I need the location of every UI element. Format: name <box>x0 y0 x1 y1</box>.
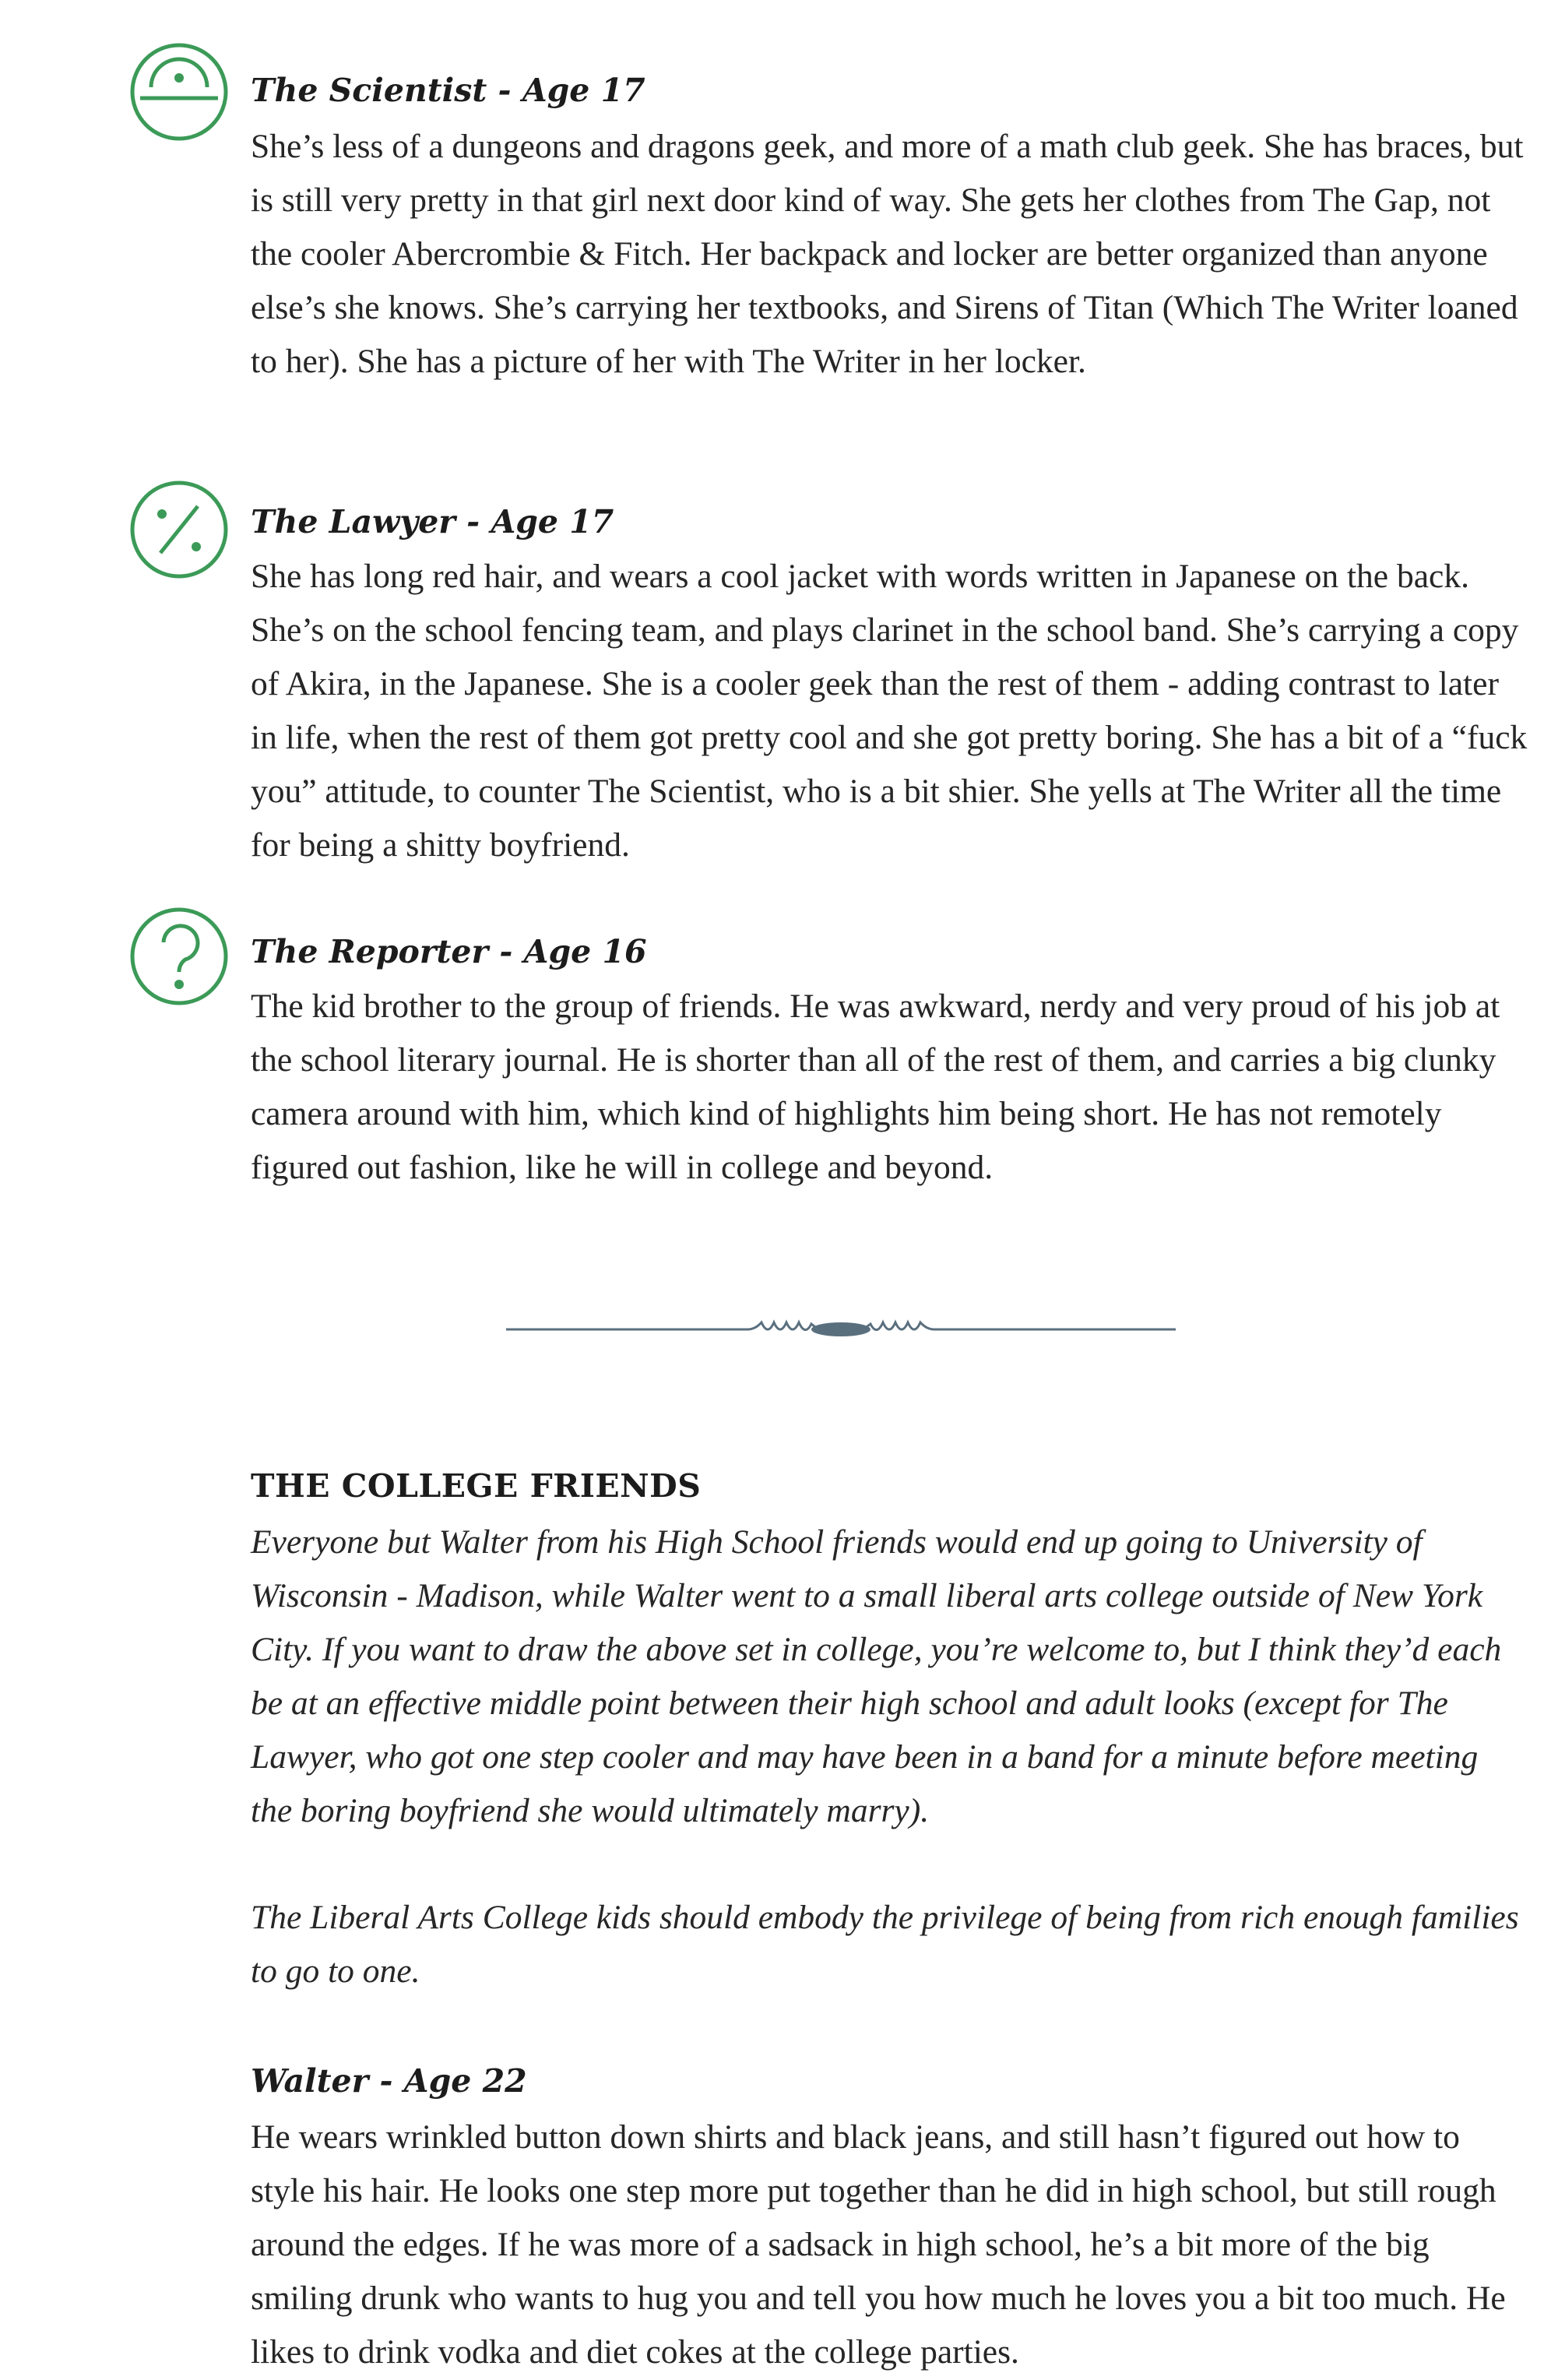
section-title: THE COLLEGE FRIENDS <box>251 1467 702 1505</box>
character-heading: Walter - Age 22 <box>251 2062 527 2100</box>
character-description: He wears wrinkled button down shirts and black jeans, and still hasn’t figured out how to style his hair. He looks one step more put together than he did in high school, but still rough around the edges. If he was more of a sadsack in high school, he’s a bit more of the big smiling drunk who wants to hug you and tell you how much he loves you a bit too much. He likes to drink vodka and diet cokes at the college parties. <box>251 2118 1506 2371</box>
character-description: She has long red hair, and wears a cool jacket with words written in Japanese on the back. She’s on the school fencing team, and plays clarinet in the school band. She’s carrying a copy of Akira, in the Japanese. She is a cooler geek than the rest of them - adding contrast to later in life, when the rest of them got pretty cool and she got pretty boring. She has a bit of a “fuck you” attitude, to counter The Scientist, who is a bit shier. She yells at The Writer all the time for being a shitty boyfriend. <box>251 558 1528 864</box>
question-circle-icon <box>128 905 230 1008</box>
character-heading: The Reporter - Age 16 <box>251 933 647 970</box>
percent-circle-icon <box>128 478 230 581</box>
section-note: The Liberal Arts College kids should embody the privilege of being from rich enough families to go to one. <box>251 1899 1519 1990</box>
ornamental-divider-icon <box>498 1302 1183 1357</box>
section-intro: Everyone but Walter from his High School friends would end up going to University of Wisconsin - Madison, while Walter went to a small liberal arts college outside of New York City. If you want to draw the above set in college, you’re welcome to, but I think they’d each be at an effective middle point between their high school and adult looks (except for The Lawyer, who got one step cooler and may have been in a band for a minute before meeting the boring boyfriend she would ultimately marry). <box>251 1523 1502 1829</box>
character-heading: The Lawyer - Age 17 <box>251 503 614 540</box>
theta-circle-icon <box>128 40 230 143</box>
character-description: She’s less of a dungeons and dragons geek, and more of a math club geek. She has braces, but is still very pretty in that girl next door kind of way. She gets her clothes from The Gap, not the cooler Abercrombie & Fitch. Her backpack and locker are better organized than anyone else’s she knows. She’s carrying her textbooks, and Sirens of Titan (Which The Writer loaned to her). She has a picture of her with The Writer in her locker. <box>251 128 1524 380</box>
character-heading: The Scientist - Age 17 <box>251 72 645 109</box>
character-description: The kid brother to the group of friends. He was awkward, nerdy and very proud of his job at the school literary journal. He is shorter than all of the rest of them, and carries a big clunky camera around with him, which kind of highlights him being short. He has not remotely figured out fashion, like he will in college and beyond. <box>251 988 1500 1186</box>
